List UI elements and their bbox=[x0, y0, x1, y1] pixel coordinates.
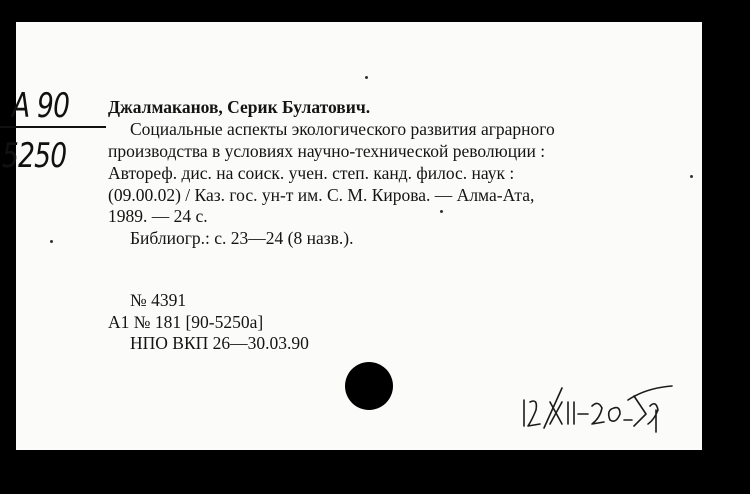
description-line: (09.00.02) / Каз. гос. ун-т им. С. М. Кирова. — Алма-Ата, bbox=[108, 185, 535, 205]
speck bbox=[440, 210, 443, 213]
call-number-divider bbox=[0, 126, 106, 128]
card-punch-hole bbox=[345, 362, 393, 410]
description-line: Автореф. дис. на соиск. учен. степ. канд. филос. наук : bbox=[108, 163, 515, 183]
handwritten-date-signature bbox=[516, 380, 676, 442]
speck bbox=[690, 175, 693, 178]
bibliography-note: Библиогр.: с. 23—24 (8 назв.). bbox=[130, 228, 354, 248]
record-number: № 4391 bbox=[130, 290, 187, 310]
description-line: 1989. — 24 с. bbox=[108, 206, 208, 226]
speck bbox=[50, 240, 53, 243]
title-line: Социальные аспекты экологического развития аграрного bbox=[130, 119, 555, 139]
call-number-bottom: 5250 bbox=[2, 136, 67, 176]
author-heading: Джалмаканов, Серик Булатович. bbox=[108, 97, 371, 117]
call-number-top: A 90 bbox=[12, 86, 70, 126]
speck bbox=[365, 76, 368, 79]
npo-vkp-line: НПО ВКП 26—30.03.90 bbox=[130, 333, 309, 353]
a1-number: А1 № 181 [90-5250а] bbox=[108, 312, 264, 332]
title-line: производства в условиях научно-технической революции : bbox=[108, 141, 546, 161]
